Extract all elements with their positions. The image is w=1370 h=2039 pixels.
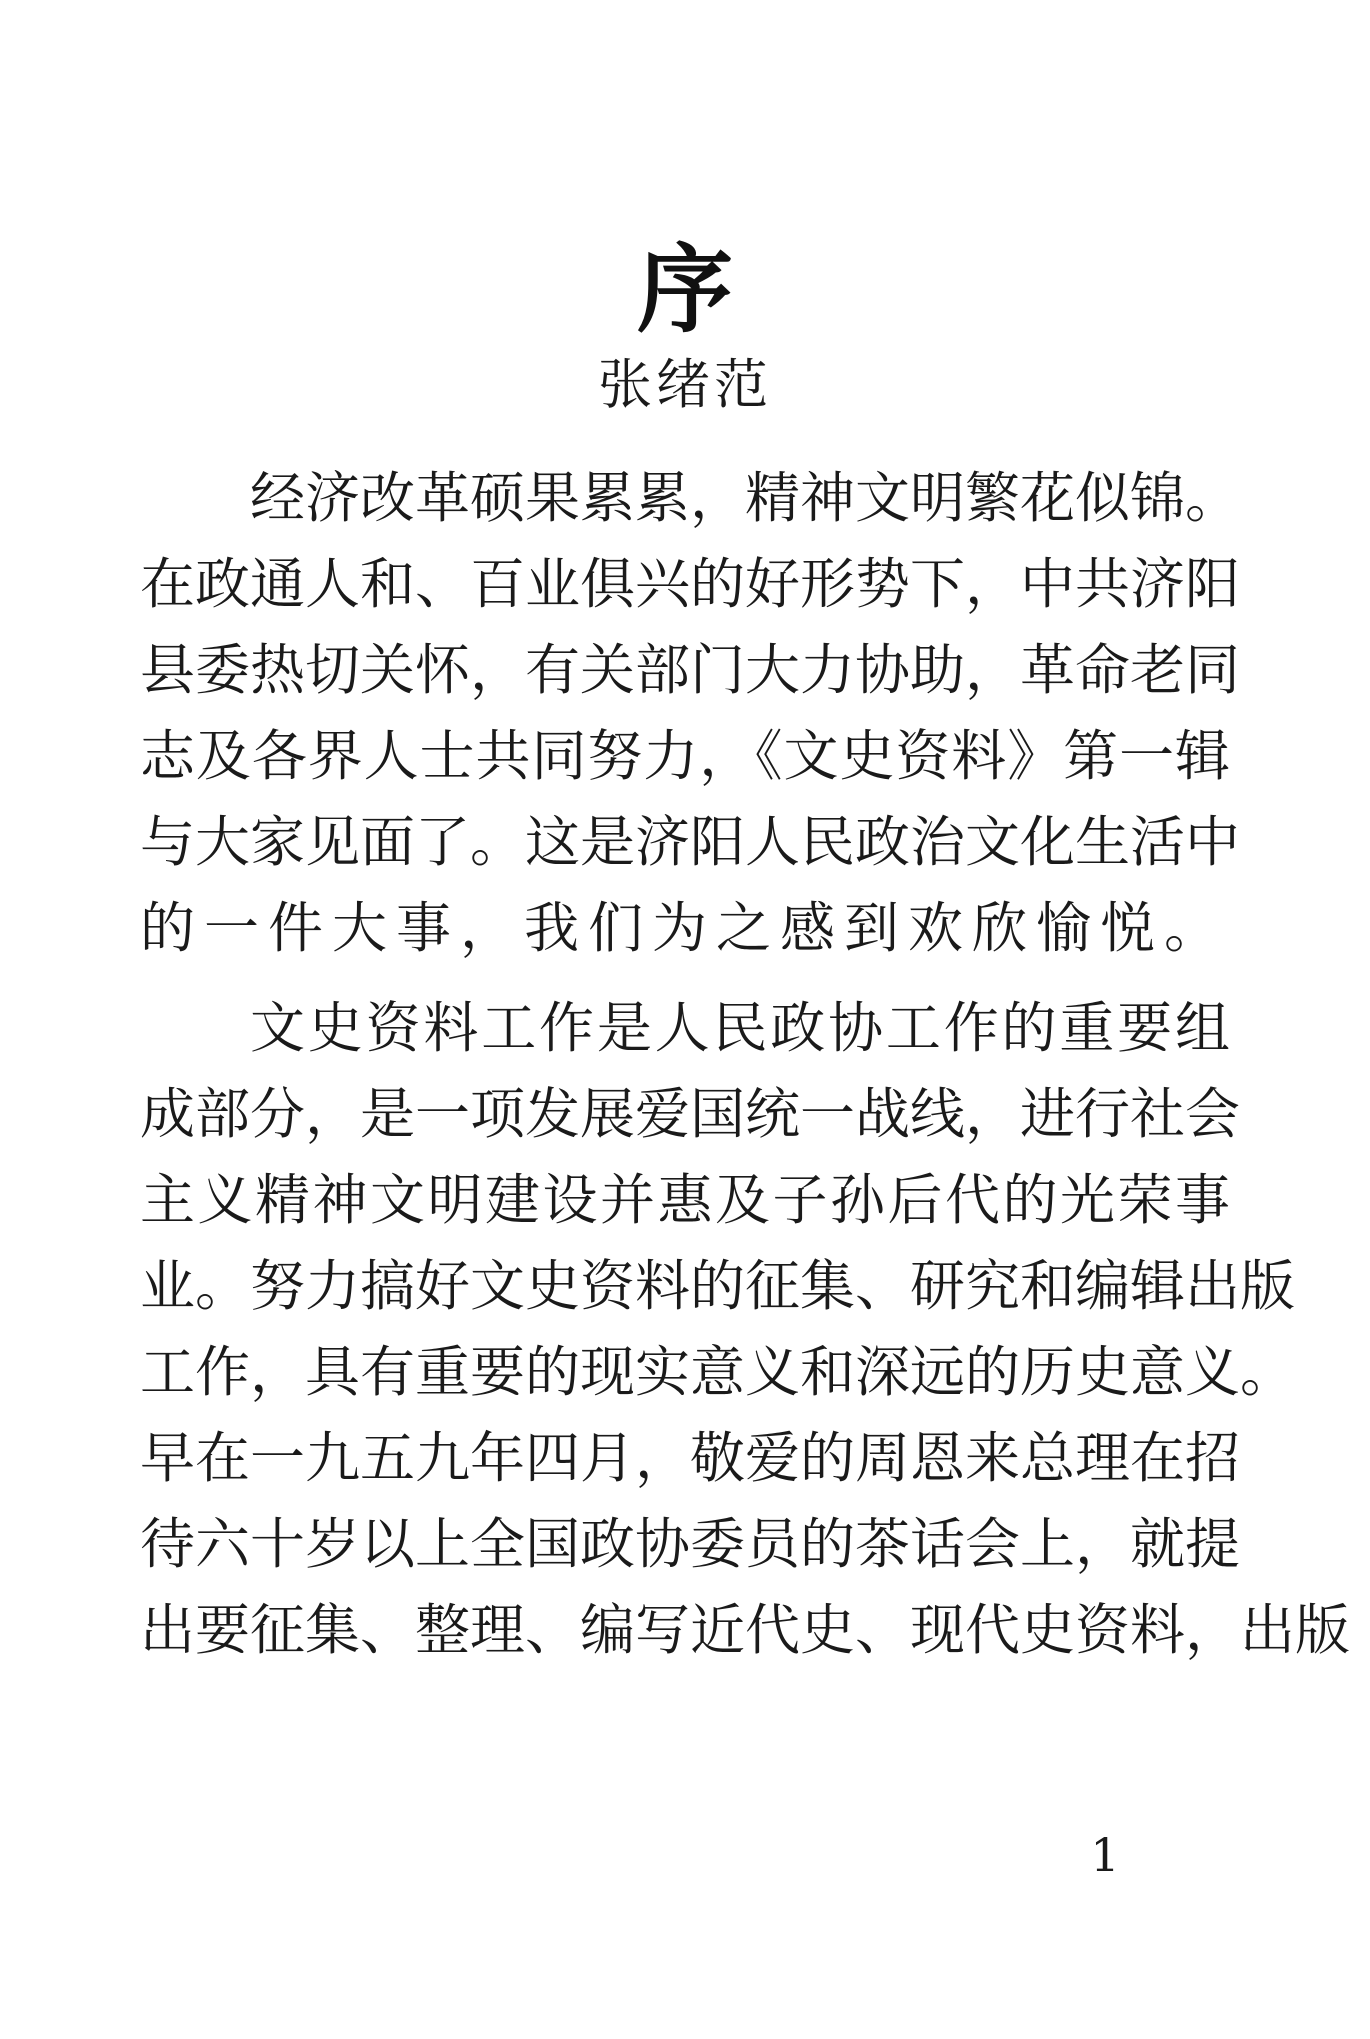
paragraph-2-line-3: 主义精神文明建设并惠及子孙后代的光荣事 (140, 1168, 1230, 1232)
paragraph-2-line-1: 文史资料工作是人民政协工作的重要组 (250, 996, 1230, 1060)
paragraph-2-line-4: 业。努力搞好文史资料的征集、研究和编辑出版 (140, 1254, 1296, 1318)
paragraph-1-line-6: 的一件大事，我们为之感到欢欣愉悦。 (140, 896, 1229, 960)
paragraph-2-line-7: 待六十岁以上全国政协委员的茶话会上，就提 (140, 1512, 1241, 1576)
paragraph-2-line-8: 出要征集、整理、编写近代史、现代史资料，出版 (140, 1598, 1351, 1662)
paragraph-1-line-2: 在政通人和、百业俱兴的好形势下，中共济阳 (140, 552, 1241, 616)
paragraph-2-line-6: 早在一九五九年四月，敬爱的周恩来总理在招 (140, 1426, 1241, 1490)
paragraph-1-line-5: 与大家见面了。这是济阳人民政治文化生活中 (140, 810, 1241, 874)
paragraph-1-line-1: 经济改革硕果累累，精神文明繁花似锦。 (250, 466, 1241, 530)
paragraph-1-line-4: 志及各界人士共同努力，《文史资料》第一辑 (140, 724, 1230, 788)
paragraph-2-line-5: 工作，具有重要的现实意义和深远的历史意义。 (140, 1340, 1296, 1404)
page-title: 序 (637, 234, 733, 346)
paragraph-1-line-3: 县委热切关怀，有关部门大力协助，革命老同 (140, 638, 1241, 702)
paragraph-2-line-2: 成部分，是一项发展爱国统一战线，进行社会 (140, 1082, 1241, 1146)
page-number: 1 (1090, 1828, 1120, 1882)
author-name: 张绪范 (598, 353, 772, 416)
